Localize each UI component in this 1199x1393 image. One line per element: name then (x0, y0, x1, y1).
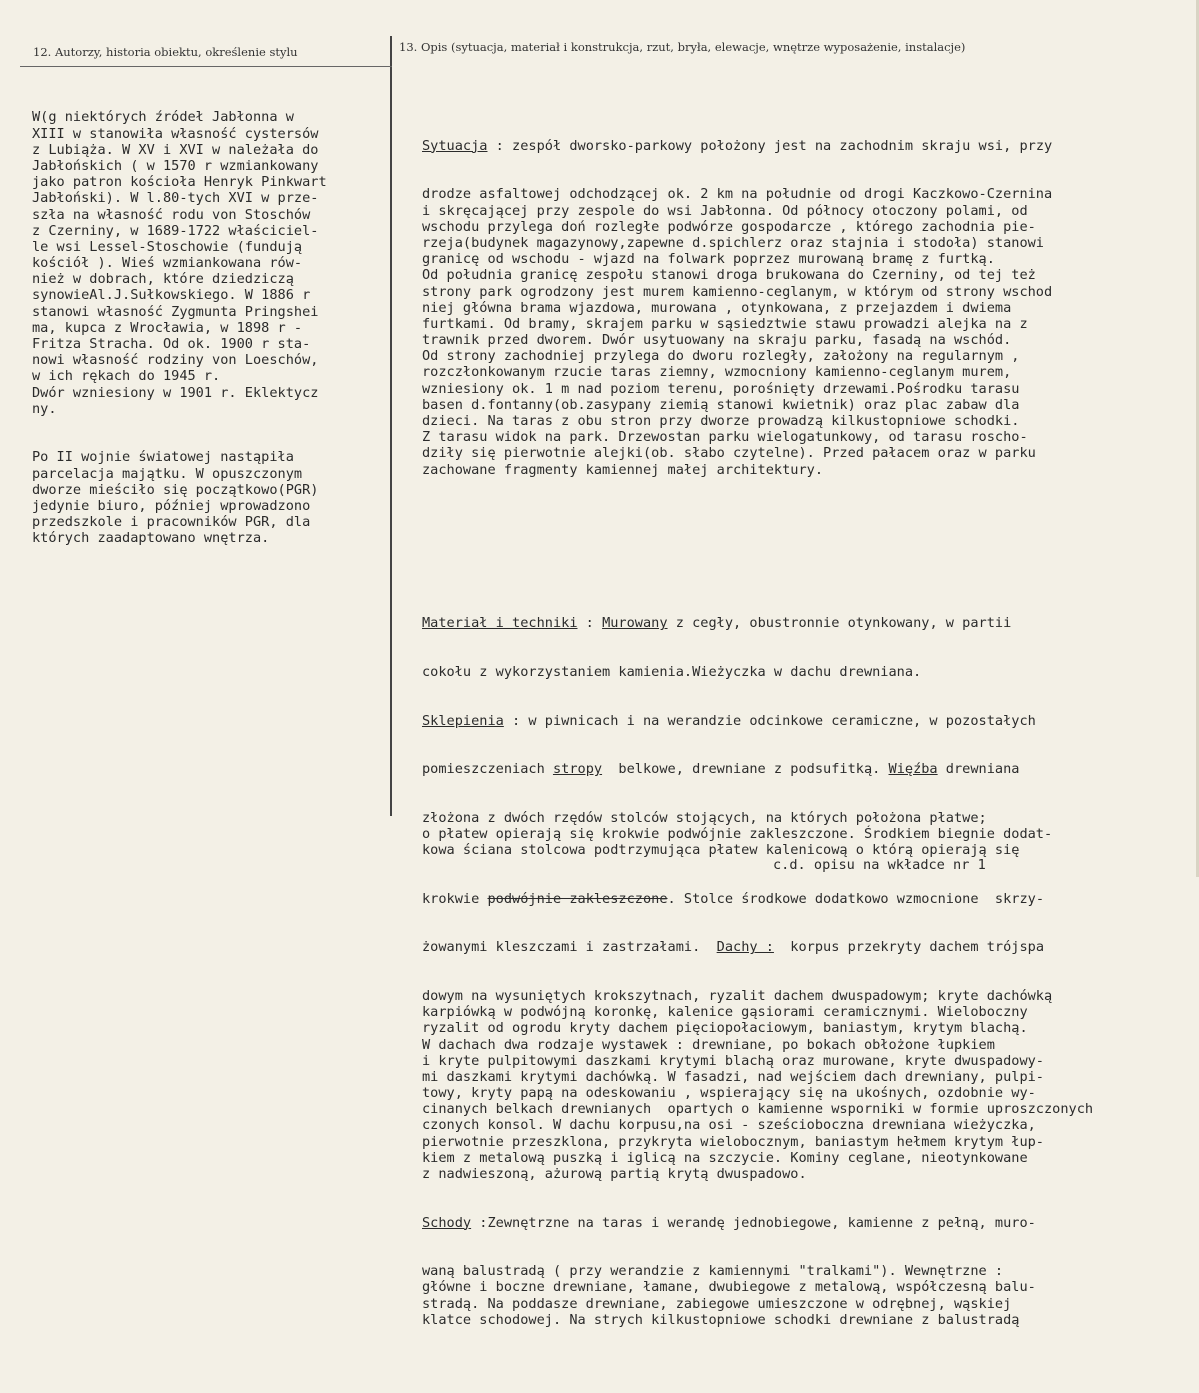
roof-truss-label: Więźba (888, 761, 938, 778)
situation-text: : zespół dworsko-parkowy położony jest na zachodnim skraju wsi, przy (487, 137, 1053, 154)
history-line: Fritza Stracha. Od ok. 1900 r sta- (32, 336, 311, 353)
truss-line: złożona z dwóch rzędów stolców stojących, na których położona płatwe; (422, 809, 987, 826)
history-line: z Lubiąża. W XV i XVI w należała do (32, 141, 319, 158)
history-line: le wsi Lessel-Stoschowie (fundują (32, 238, 303, 255)
history-line: ny. (32, 400, 57, 417)
truss-description (422, 810, 1093, 859)
history-column (32, 77, 327, 579)
situation-line: rozczłonkowanym rzucie taras ziemny, wzmocniony kamienno-ceglanym murem, (422, 364, 1012, 381)
roofs-line: pierwotnie przeszklona, przykryta wielobocznym, baniastym hełmem krytym łup- (422, 1133, 1044, 1150)
situation-line: niej główna brama wjazdowa, murowana , otynkowana, z przejazdem i dwiema (422, 299, 1012, 316)
section-12-header: 12. Autorzy, historia obiektu, określenie stylu (33, 45, 298, 59)
roofs-line: dowym na wysuniętych krokszytnach, ryzalit dachem dwuspadowym; kryte dachówką (422, 987, 1053, 1004)
roofs-line: i kryte pulpitowymi daszkami krytymi blachą oraz murowane, kryte dwuspadowy- (422, 1052, 1044, 1069)
materials-line-2: cokołu z wykorzystaniem kamienia.Wieżyczka w dachu drewniana. (422, 664, 922, 680)
materials-line-1: Materiał i techniki : Murowany z cegły, obustronnie otynkowany, w partii (422, 615, 1012, 632)
postwar-line: dworze mieściło się początkowo(PGR) (32, 481, 319, 498)
materials-line-8: krokwie podwójnie zakleszczone. Stolce środkowe dodatkowo wzmocnione skrzy- (422, 890, 1045, 907)
postwar-line: parcelacja majątku. W opuszczonym (32, 465, 303, 482)
history-line: nież w dobrach, które dziedziczą (32, 271, 294, 288)
continuation-note: c.d. opisu na wkładce nr 1 (773, 857, 986, 873)
history-line: z Czerniny, w 1689-1722 właściciel- (32, 222, 319, 239)
stairs-line: stradą. Na poddasze drewniane, zabiegowe umieszczone w odrębnej, wąskiej (422, 1295, 1012, 1312)
description-column (422, 73, 1093, 1393)
situation-line: strony park ogrodzony jest murem kamienno-ceglanym, w którym od strony wschod (422, 283, 1053, 300)
history-line: ma, kupca z Wrocławia, w 1898 r - (32, 319, 303, 336)
materials-line-3: Sklepienia : w piwnicach i na werandzie odcinkowe ceramiczne, w pozostałych (422, 712, 1036, 729)
situation-heading: Sytuacja (422, 137, 488, 154)
situation-line: i skręcającej przy zespole do wsi Jabłonna. Od północy otoczony polami, od (422, 202, 1028, 219)
history-paragraph-2 (32, 449, 327, 546)
history-line: stanowi własność Zygmunta Pringshei (32, 303, 319, 320)
history-line: nowi własność rodziny von Loeschów, (32, 352, 319, 369)
situation-line: wzniesiony ok. 1 m nad poziom terenu, porośnięty drzewami.Pośrodku tarasu (422, 380, 1020, 397)
situation-line: trawnik przed dworem. Dwór usytuowany na skraju parku, fasadą na wschód. (422, 332, 1012, 349)
materials-line-4: pomieszczeniach stropy belkowe, drewniane z podsufitką. Więźba drewniana (422, 761, 1020, 778)
roofs-line: towy, kryty papą na odeskowaniu , wspierający się na ukośnych, ozdobnie wy- (422, 1085, 1036, 1102)
ceilings-label: stropy (552, 761, 603, 778)
section-13-header: 13. Opis (sytuacja, materiał i konstrukcja, rzut, bryła, elewacje, wnętrze wyposażenie, instalacje) (399, 40, 966, 54)
history-line: szła na własność rodu von Stoschów (32, 206, 311, 223)
vaults-label: Sklepienia (422, 712, 504, 729)
roofs-line: czonych konsol. W dachu korpusu,na osi - sześcioboczna drewniana wieżyczka, (422, 1117, 1036, 1134)
situation-line: basen d.fontanny(ob.zasypany ziemią stanowi kwietnik) oraz plac zabaw dla (422, 396, 1020, 413)
situation-line: Od strony zachodniej przylega do dworu rozległy, założony na regularnym , (422, 348, 1020, 365)
truss-line: kowa ściana stolcowa podtrzymująca płatew kalenicową o którą opierają się (422, 842, 1020, 859)
roofs-line: mi daszkami krytymi dachówką. W fasadzi, nad wejściem dach drewniany, pulpi- (422, 1068, 1044, 1085)
stairs-line: waną balustradą ( przy werandzie z kamiennymi "tralkami"). Wewnętrzne : (422, 1263, 1004, 1280)
roofs-description (422, 988, 1093, 1182)
situation-section (422, 105, 1093, 510)
postwar-line: przedszkole i pracowników PGR, dla (32, 514, 311, 531)
history-paragraph-1 (32, 109, 327, 417)
situation-line: dzieci. Na taras z obu stron przy dworze prowadzą kilkustopniowe schodki. (422, 413, 1020, 430)
stairs-line: klatce schodowej. Na strych kilkustopniowe schodki drewniane z balustradą (422, 1311, 1020, 1328)
history-line: w ich rękach do 1945 r. (32, 368, 221, 385)
stairs-first-line: Schody :Zewnętrzne na taras i werandę jednobiegowe, kamienne z pełną, muro- (422, 1214, 1036, 1231)
situation-body (422, 186, 1093, 477)
header-underline (20, 66, 392, 67)
history-line: Dwór wzniesiony w 1901 r. Eklektycz (32, 384, 319, 401)
situation-line: granicę od wschodu - wjazd na folwark poprzez murowaną bramę z furtką. (422, 251, 995, 268)
stairs-description (422, 1263, 1093, 1328)
murowany-label: Murowany (602, 615, 668, 632)
roofs-line: karpiówką w podwójną koronkę, kalenice gąsiorami ceramicznymi. Wieloboczny (422, 1004, 1028, 1021)
materials-line-9: żowanymi kleszczami i zastrzałami. Dachy : korpus przekryty dachem trójspa (422, 939, 1045, 956)
situation-line: Z tarasu widok na park. Drzewostan parku wielogatunkowy, od tarasu roscho- (422, 429, 1028, 446)
column-divider (390, 36, 392, 816)
roofs-line: cinanych belkach drewnianych opartych o kamienne wsporniki w formie uproszczonych (422, 1101, 1094, 1118)
situation-line: Od południa granicę zespołu stanowi droga brukowana do Czerniny, od tej też (422, 267, 1036, 284)
situation-line: rzeja(budynek magazynowy,zapewne d.spichlerz oraz stajnia i stodoła) stanowi (422, 234, 1044, 251)
postwar-line: Po II wojnie światowej nastąpiła (32, 449, 294, 466)
roofs-line: W dachach dwa rodzaje wystawek : drewniane, po bokach obłożone łupkiem (422, 1036, 995, 1053)
stairs-line: główne i boczne drewniane, łamane, dwubiegowe z metalową, współczesną balu- (422, 1279, 1036, 1296)
roofs-line: ryzalit od ogrodu kryty dachem pięciopołaciowym, baniastym, krytym blachą. (422, 1020, 1028, 1037)
struck-text: podwójnie zakleszczone (487, 890, 668, 907)
situation-line: drodze asfaltowej odchodzącej ok. 2 km na południe od drogi Kaczkowo-Czernina (422, 186, 1053, 203)
history-line: Jabłońskich ( w 1570 r wzmiankowany (32, 157, 319, 174)
postwar-line: których zaadaptowano wnętrza. (32, 530, 270, 547)
history-line: kościół ). Wieś wzmiankowana rów- (32, 255, 303, 272)
history-line: Jabłoński). W l.80-tych XVI w prze- (32, 190, 319, 207)
truss-line: o płatew opierają się krokwie podwójnie zakleszczone. Środkiem biegnie dodat- (422, 825, 1053, 842)
materials-section (422, 583, 1093, 1360)
situation-line: wschodu przylega doń rozległe podwórze gospodarcze , którego zachodnia pie- (422, 218, 1036, 235)
roofs-line: kiem z metalową puszką i iglicą na szczycie. Kominy ceglane, nieotynkowane (422, 1149, 1028, 1166)
history-line: XIII w stanowiła własność cystersów (32, 125, 319, 142)
materials-heading: Materiał i techniki (422, 615, 578, 632)
situation-line: dziły się pierwotnie alejki(ob. słabo czytelne). Przed pałacem oraz w parku (422, 445, 1036, 462)
roofs-line: z nadwieszoną, ażurową partią krytą dwuspadowo. (422, 1166, 807, 1182)
situation-line: furtkami. Od bramy, skrajem parku w sąsiedztwie stawu prowadzi alejka na z (422, 315, 1028, 332)
situation-first-line (422, 138, 1093, 154)
situation-line: zachowane fragmenty kamiennej małej architektury. (422, 461, 824, 478)
history-line: jako patron kościoła Henryk Pinkwart (32, 174, 327, 191)
history-line: synowieAl.J.Sułkowskiego. W 1886 r (32, 287, 311, 304)
postwar-line: jedynie biuro, później wprowadzono (32, 497, 311, 514)
history-line: W(g niektórych źródeł Jabłonna w (32, 109, 294, 126)
stairs-label: Schody (422, 1214, 472, 1231)
roofs-label: Dachy : (716, 939, 774, 956)
